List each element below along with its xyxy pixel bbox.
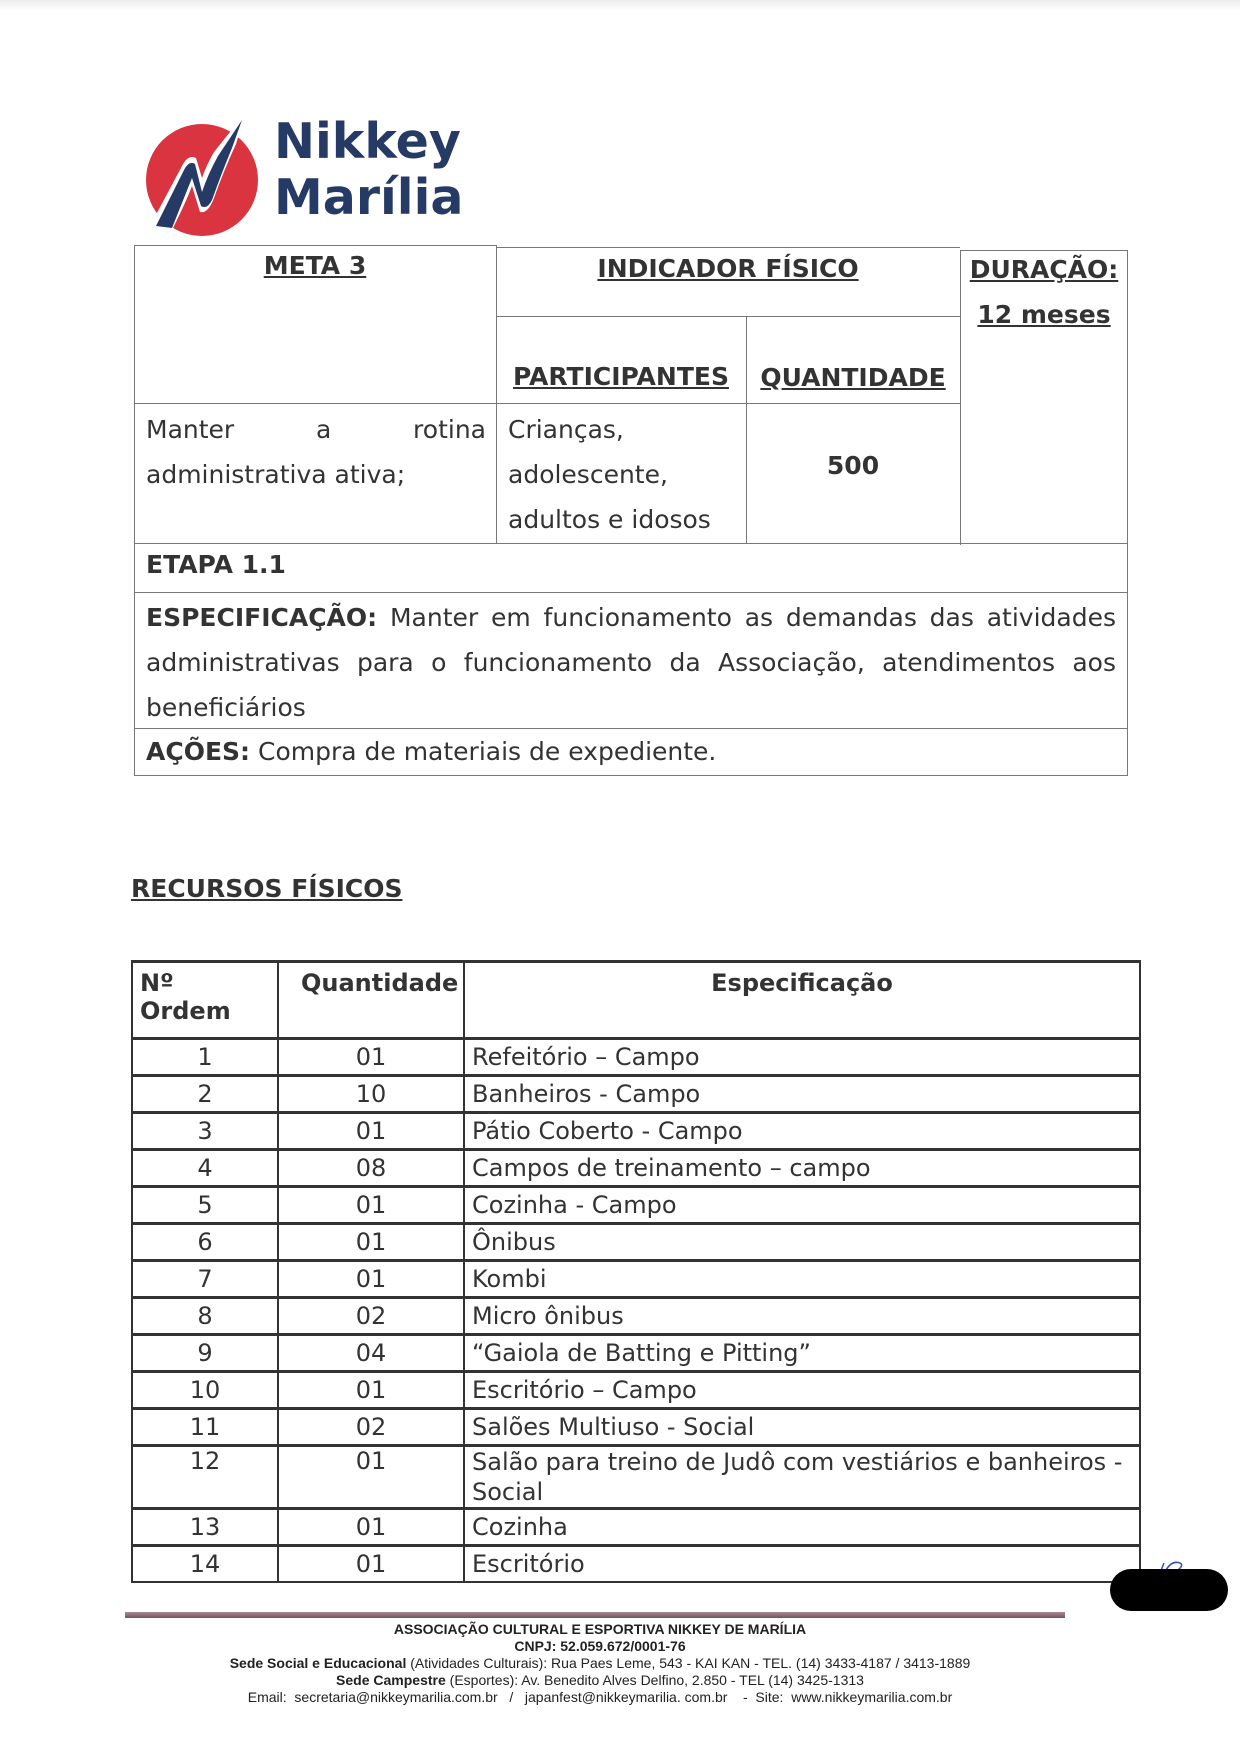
col-header-quantidade: Quantidade: [278, 962, 464, 1039]
meta-label: META 3: [263, 251, 367, 280]
especificacao-block: [146, 595, 1116, 730]
table-row: [132, 1546, 1140, 1583]
acoes-text: Compra de materiais de expediente.: [257, 737, 717, 766]
sede-campestre-label: Sede Campestre: [336, 1672, 446, 1688]
table-row: [132, 1409, 1140, 1446]
table-row: [132, 1187, 1140, 1224]
scan-edge: [0, 0, 1240, 10]
table-row: [132, 1446, 1140, 1509]
especificacao-cell: Kombi: [464, 1261, 1140, 1298]
footer-sede-campestre: [0, 1672, 1200, 1689]
nikkey-marilia-logo: [142, 108, 462, 243]
logo-wordmark: [274, 114, 463, 226]
especificacao-cell: “Gaiola de Batting e Pitting”: [464, 1335, 1140, 1372]
ordem-cell: 6: [132, 1224, 278, 1261]
participantes-line-1: Crianças,: [508, 415, 624, 444]
participantes-label: PARTICIPANTES: [513, 362, 729, 391]
quantidade-cell: 01: [278, 1446, 464, 1509]
recursos-fisicos-title: RECURSOS FÍSICOS: [131, 874, 403, 903]
footer-divider: [125, 1612, 1065, 1618]
recursos-fisicos-table: [131, 960, 1141, 1583]
table-row: [132, 1261, 1140, 1298]
sede-campestre-text: (Esportes): Av. Benedito Alves Delfino, 2.850 - TEL (14) 3425-1313: [445, 1672, 864, 1688]
ordem-cell: 10: [132, 1372, 278, 1409]
ordem-cell: 9: [132, 1335, 278, 1372]
especificacao-cell: Escritório – Campo: [464, 1372, 1140, 1409]
duracao-label: DURAÇÃO:: [969, 255, 1119, 284]
especificacao-cell: Campos de treinamento – campo: [464, 1150, 1140, 1187]
especificacao-cell: Salões Multiuso - Social: [464, 1409, 1140, 1446]
quantidade-cell: 02: [278, 1409, 464, 1446]
quantidade-cell: 01: [278, 1261, 464, 1298]
quantidade-value: 500: [826, 451, 880, 480]
ordem-cell: 12: [132, 1446, 278, 1509]
ordem-cell: 1: [132, 1039, 278, 1076]
ordem-cell: 2: [132, 1076, 278, 1113]
indicador-fisico-label: INDICADOR FÍSICO: [597, 254, 859, 283]
quantidade-cell: 08: [278, 1150, 464, 1187]
table-row: [132, 1509, 1140, 1546]
quantidade-cell: 10: [278, 1076, 464, 1113]
table-row: [132, 1372, 1140, 1409]
quantidade-cell: 01: [278, 1509, 464, 1546]
especificacao-text: Manter em funcionamento as demandas das atividades administrativas para o funcionamento da Associação, atendimentos aos beneficiários: [146, 603, 1116, 722]
logo-emblem-icon: [142, 108, 267, 238]
participantes-line-2: adolescente,: [508, 460, 668, 489]
ordem-cell: 4: [132, 1150, 278, 1187]
meta-desc-line-1: Manter a rotina: [146, 415, 486, 444]
table-row: [132, 1224, 1140, 1261]
footer-org-name: ASSOCIAÇÃO CULTURAL E ESPORTIVA NIKKEY DE MARÍLIA: [393, 1621, 807, 1637]
quantidade-cell: 01: [278, 1546, 464, 1583]
especificacao-cell: Salão para treino de Judô com vestiários e banheiros - Social: [464, 1446, 1140, 1509]
redaction-mark: [1110, 1569, 1228, 1611]
especificacao-cell: Micro ônibus: [464, 1298, 1140, 1335]
ordem-cell: 13: [132, 1509, 278, 1546]
col-header-ordem: Nº Ordem: [132, 962, 278, 1039]
table-row: [132, 1150, 1140, 1187]
especificacao-label: ESPECIFICAÇÃO:: [146, 603, 378, 632]
especificacao-cell: Pátio Coberto - Campo: [464, 1113, 1140, 1150]
ordem-cell: 14: [132, 1546, 278, 1583]
sede-social-label: Sede Social e Educacional: [229, 1655, 407, 1671]
especificacao-cell: Cozinha: [464, 1509, 1140, 1546]
table-row: [132, 1298, 1140, 1335]
quantidade-cell: 01: [278, 1039, 464, 1076]
duracao-value: 12 meses: [977, 300, 1111, 329]
quantidade-label: QUANTIDADE: [760, 363, 946, 392]
logo-line-2: Marília: [274, 169, 464, 226]
ordem-cell: 8: [132, 1298, 278, 1335]
meta-description: [146, 407, 486, 497]
quantidade-cell: 01: [278, 1224, 464, 1261]
table-row: [132, 1039, 1140, 1076]
ordem-cell: 3: [132, 1113, 278, 1150]
especificacao-cell: Cozinha - Campo: [464, 1187, 1140, 1224]
quantidade-cell: 01: [278, 1372, 464, 1409]
quantidade-cell: 04: [278, 1335, 464, 1372]
quantidade-cell: 01: [278, 1187, 464, 1224]
meta-table: [134, 245, 1128, 776]
participantes-line-3: adultos e idosos: [508, 505, 711, 534]
especificacao-cell: Ônibus: [464, 1224, 1140, 1261]
footer-cnpj: CNPJ: 52.059.672/0001-76: [514, 1638, 686, 1654]
sede-social-text: (Atividades Culturais): Rua Paes Leme, 543 - KAI KAN - TEL. (14) 3433-4187 / 3413-1889: [406, 1655, 971, 1671]
col-header-especificacao: Especificação: [464, 962, 1140, 1039]
ordem-cell: 11: [132, 1409, 278, 1446]
footer: [0, 1621, 1200, 1706]
acoes-block: [146, 737, 1116, 766]
table-row: [132, 1113, 1140, 1150]
especificacao-cell: Refeitório – Campo: [464, 1039, 1140, 1076]
table-row: [132, 1335, 1140, 1372]
table-header-row: [132, 962, 1140, 1039]
logo-line-1: Nikkey: [274, 113, 461, 170]
participantes-value: [508, 407, 738, 542]
ordem-cell: 7: [132, 1261, 278, 1298]
meta-desc-line-2: administrativa ativa;: [146, 460, 406, 489]
quantidade-cell: 02: [278, 1298, 464, 1335]
footer-sede-social: [0, 1655, 1200, 1672]
especificacao-cell: Banheiros - Campo: [464, 1076, 1140, 1113]
acoes-label: AÇÕES:: [146, 737, 251, 766]
table-row: [132, 1076, 1140, 1113]
footer-contact: Email: secretaria@nikkeymarilia.com.br / japanfest@nikkeymarilia. com.br - Site: www.nikkeymarilia.com.br: [247, 1689, 953, 1705]
especificacao-cell: Escritório: [464, 1546, 1140, 1583]
quantidade-cell: 01: [278, 1113, 464, 1150]
ordem-cell: 5: [132, 1187, 278, 1224]
etapa-label: ETAPA 1.1: [146, 550, 286, 579]
